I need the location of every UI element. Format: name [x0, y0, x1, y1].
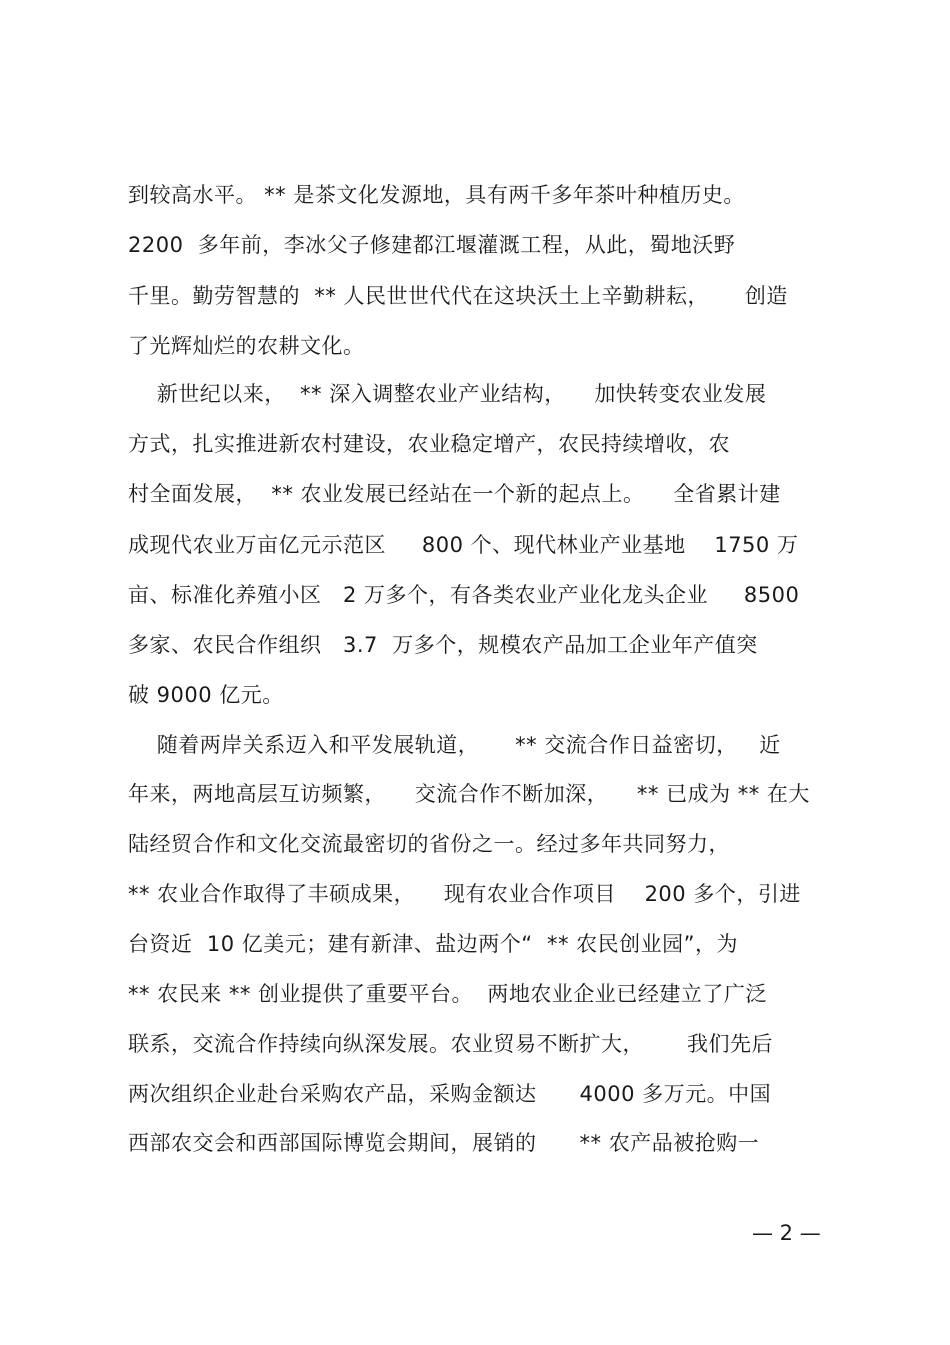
- text-line: 亩、标准化养殖小区 2 万多个，有各类农业产业化龙头企业 8500: [128, 583, 800, 607]
- text-line: 随着两岸关系迈入和平发展轨道， ** 交流合作日益密切， 近: [128, 733, 781, 757]
- text-line: 方式，扎实推进新农村建设，农业稳定增产，农民持续增收，农: [128, 432, 730, 456]
- text-line: 成现代农业万亩亿元示范区 800 个、现代林业产业基地 1750 万: [128, 533, 799, 557]
- text-line: 新世纪以来， ** 深入调整农业产业结构， 加快转变农业发展: [128, 382, 767, 406]
- text-line: 破 9000 亿元。: [128, 683, 284, 707]
- text-line: ** 农业合作取得了丰硕成果， 现有农业合作项目 200 多个，引进: [128, 882, 801, 906]
- text-line: 了光辉灿烂的农耕文化。: [128, 334, 365, 358]
- text-line: 2200 多年前，李冰父子修建都江堰灌溉工程，从此，蜀地沃野: [128, 233, 736, 257]
- text-line: 到较高水平。 ** 是茶文化发源地，具有两千多年茶叶种植历史。: [128, 183, 745, 207]
- text-line: 联系，交流合作持续向纵深发展。农业贸易不断扩大， 我们先后: [128, 1032, 774, 1056]
- text-line: 陆经贸合作和文化交流最密切的省份之一。经过多年共同努力，: [128, 832, 730, 856]
- text-line: 西部农交会和西部国际博览会期间，展销的 ** 农产品被抢购一: [128, 1131, 760, 1155]
- text-line: ** 农民来 ** 创业提供了重要平台。 两地农业企业已经建立了广泛: [128, 982, 767, 1006]
- text-line: 千里。勤劳智慧的 ** 人民世世代代在这块沃土上辛勤耕耘， 创造: [128, 284, 788, 308]
- page-number: — 2 —: [752, 1221, 821, 1245]
- text-line: 台资近 10 亿美元；建有新津、盐边两个“ ** 农民创业园”，为: [128, 932, 739, 956]
- text-line: 两次组织企业赴台采购农产品，采购金额达 4000 多万元。中国: [128, 1082, 772, 1106]
- text-line: 年来，两地高层互访频繁， 交流合作不断加深， ** 已成为 ** 在大: [128, 782, 810, 806]
- text-line: 村全面发展， ** 农业发展已经站在一个新的起点上。 全省累计建: [128, 482, 781, 506]
- text-line: 多家、农民合作组织 3.7 万多个，规模农产品加工企业年产值突: [128, 633, 758, 657]
